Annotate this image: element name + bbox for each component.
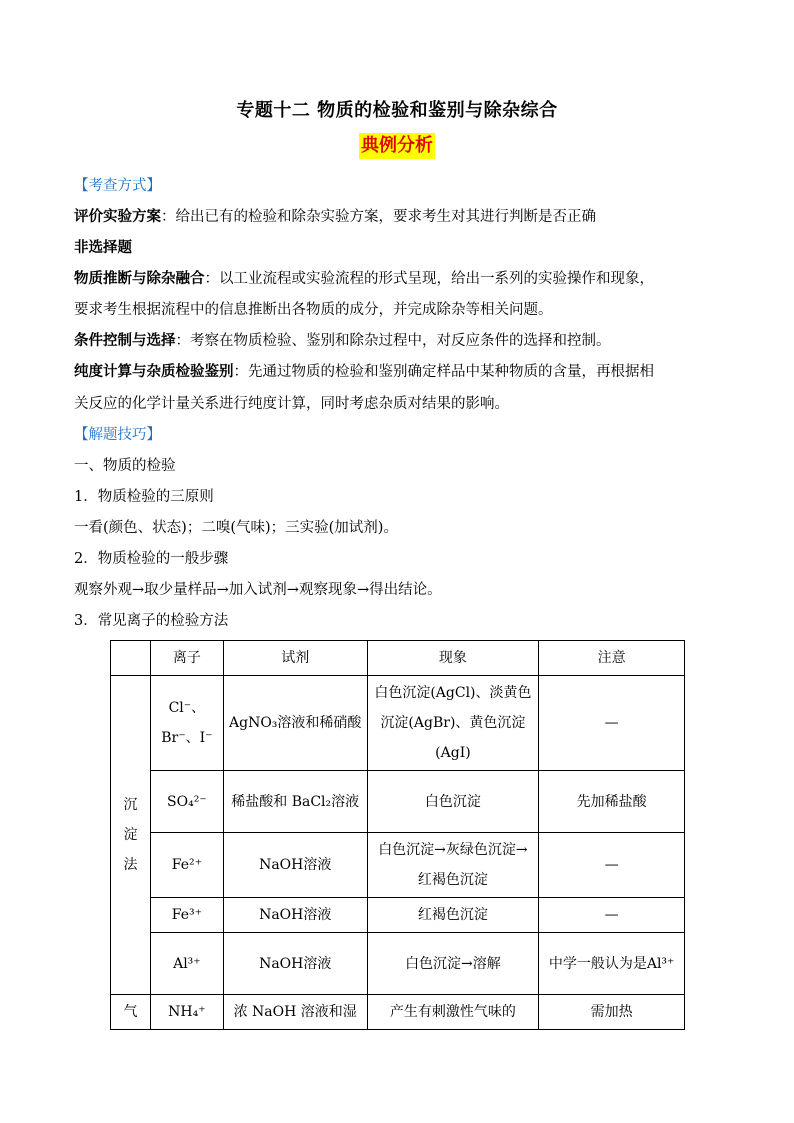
- table-header-cell: [111, 641, 151, 676]
- tips-line: 1．物质检验的三原则: [74, 489, 214, 505]
- exam-item-text: ：考察在物质检验、鉴别和除杂过程中，对反应条件的选择和控制。: [175, 333, 611, 349]
- tips-line: 一看(颜色、状态)；二嗅(气味)；三实验(加试剂)。: [74, 520, 398, 536]
- table-row: [111, 833, 685, 898]
- note-cell: 中学一般认为是Al³⁺: [539, 933, 685, 995]
- ion-cell: NH₄⁺: [150, 995, 223, 1030]
- exam-item-label: 非选择题: [74, 239, 132, 256]
- method-label: 沉淀法: [123, 797, 138, 873]
- exam-item-text: ：以工业流程或实验流程的形式呈现，给出一系列的实验操作和现象，: [204, 271, 654, 287]
- table-header-cell: 离子: [150, 641, 223, 676]
- reagent-cell: AgNO₃溶液和稀硝酸: [223, 676, 367, 771]
- exam-item: [74, 362, 724, 382]
- reagent-cell: NaOH溶液: [223, 898, 367, 933]
- exam-item-label: 评价实验方案: [74, 208, 161, 225]
- section-heading-exam: 【考查方式】: [74, 178, 161, 194]
- note-cell: 需加热: [539, 995, 685, 1030]
- tips-line: 2．物质检验的一般步骤: [74, 551, 229, 567]
- phenomenon-cell: 白色沉淀: [367, 771, 539, 833]
- exam-item-label: 纯度计算与杂质检验鉴别: [74, 363, 234, 380]
- method-cell: [111, 995, 151, 1030]
- tips-line: 观察外观→取少量样品→加入试剂→观察现象→得出结论。: [74, 582, 442, 598]
- exam-item-text: 要求考生根据流程中的信息推断出各物质的成分，并完成除杂等相关问题。: [74, 302, 553, 318]
- table-row: [111, 933, 685, 995]
- table-header-cell: 现象: [367, 641, 539, 676]
- exam-item-label: 物质推断与除杂融合: [74, 270, 205, 287]
- table-header-cell: 试剂: [223, 641, 367, 676]
- ion-cell: Cl⁻、Br⁻、I⁻: [150, 676, 223, 771]
- table-row: [111, 898, 685, 933]
- ion-cell: Fe³⁺: [150, 898, 223, 933]
- exam-item: [74, 331, 724, 351]
- exam-item-text: ：给出已有的检验和除杂实验方案，要求考生对其进行判断是否正确: [161, 209, 596, 225]
- ion-cell: Al³⁺: [150, 933, 223, 995]
- exam-item: [74, 269, 724, 289]
- page-title: 专题十二 物质的检验和鉴别与除杂综合: [236, 100, 558, 121]
- phenomenon-cell: 红褐色沉淀: [367, 898, 539, 933]
- phenomenon-cell: 白色沉淀→灰绿色沉淀→红褐色沉淀: [367, 833, 539, 898]
- phenomenon-cell: 白色沉淀(AgCl)、淡黄色沉淀(AgBr)、黄色沉淀(AgI): [367, 676, 539, 771]
- table-header-row: [111, 641, 685, 676]
- table-row: [111, 995, 685, 1030]
- exam-item: [74, 207, 724, 227]
- phenomenon-cell: 产生有刺激性气味的: [367, 995, 539, 1030]
- exam-item-label: 条件控制与选择: [74, 332, 176, 349]
- exam-item: [74, 300, 724, 320]
- table-row: [111, 771, 685, 833]
- note-cell: —: [539, 898, 685, 933]
- note-cell: 先加稀盐酸: [539, 771, 685, 833]
- table-header-cell: 注意: [539, 641, 685, 676]
- method-label: 气: [123, 1004, 138, 1020]
- ion-cell: Fe²⁺: [150, 833, 223, 898]
- note-cell: —: [539, 833, 685, 898]
- exam-item: [74, 394, 724, 414]
- subtitle-wrap: [0, 133, 794, 159]
- reagent-cell: NaOH溶液: [223, 933, 367, 995]
- tips-line: 3．常见离子的检验方法: [74, 613, 229, 629]
- reagent-cell: NaOH溶液: [223, 833, 367, 898]
- reagent-cell: 浓 NaOH 溶液和湿: [223, 995, 367, 1030]
- note-cell: —: [539, 676, 685, 771]
- ion-test-table: [110, 640, 685, 1030]
- tips-line: 一、物质的检验: [74, 458, 176, 474]
- method-cell: [111, 676, 151, 995]
- section-subtitle: 典例分析: [359, 133, 435, 159]
- exam-item-text: 关反应的化学计量关系进行纯度计算，同时考虑杂质对结果的影响。: [74, 396, 509, 412]
- phenomenon-cell: 白色沉淀→溶解: [367, 933, 539, 995]
- ion-cell: SO₄²⁻: [150, 771, 223, 833]
- table-row: [111, 676, 685, 771]
- reagent-cell: 稀盐酸和 BaCl₂溶液: [223, 771, 367, 833]
- exam-item: [74, 238, 724, 258]
- exam-item-text: ：先通过物质的检验和鉴别确定样品中某种物质的含量，再根据相: [233, 364, 654, 380]
- section-heading-tips: 【解题技巧】: [74, 427, 161, 443]
